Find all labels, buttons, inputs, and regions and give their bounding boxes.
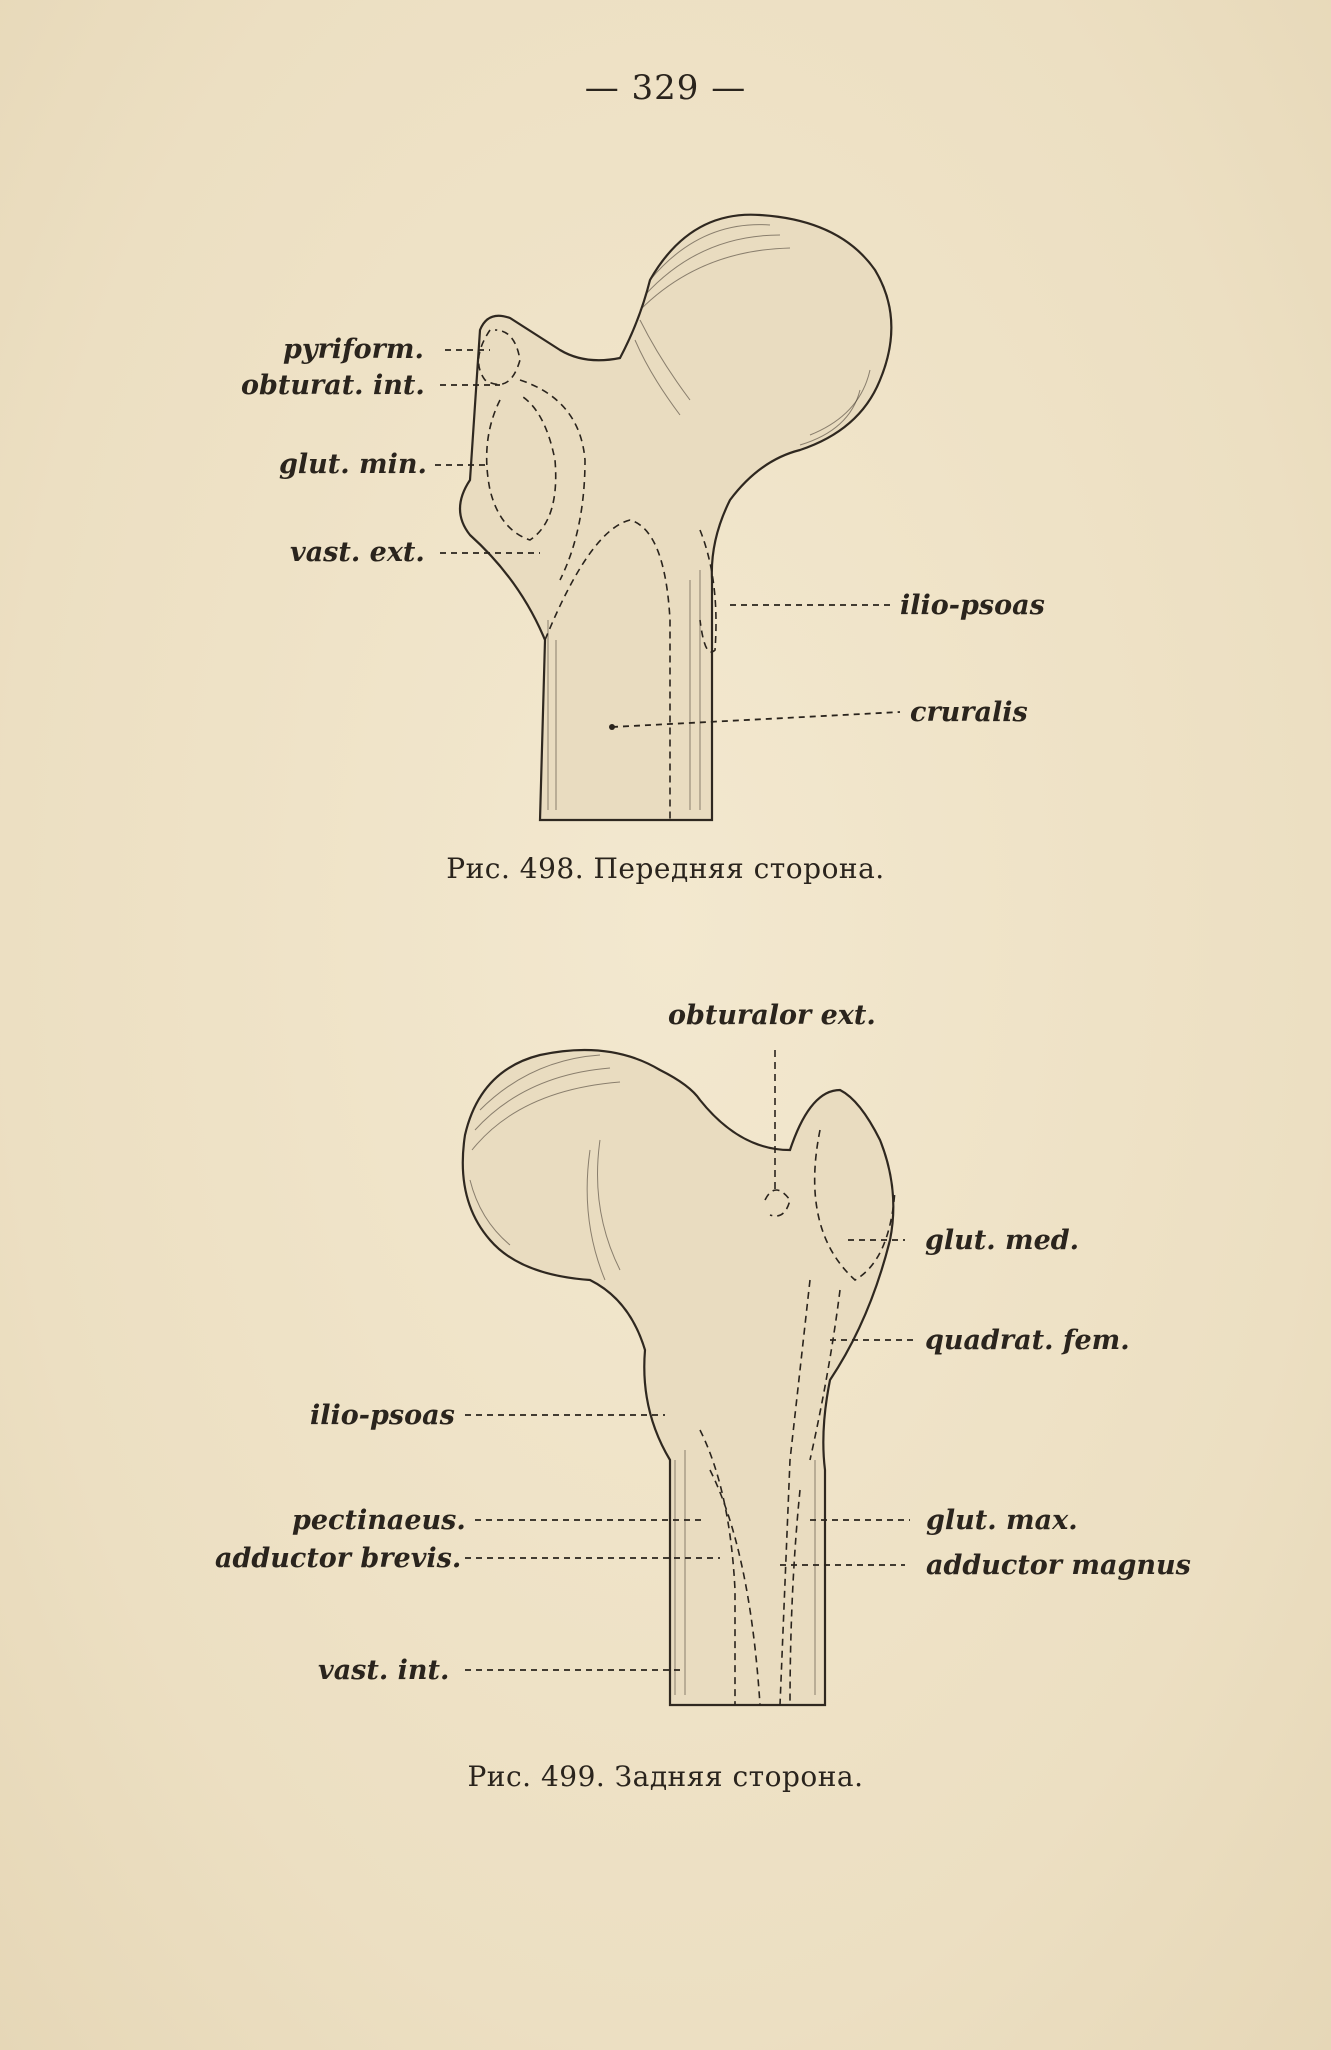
figure-498-caption: Рис. 498. Передняя сторона. [446,852,885,885]
label-obturat-int: obturat. int. [241,370,425,401]
label-quadrat-fem: quadrat. fem. [925,1325,1130,1356]
label-vast-ext: vast. ext. [290,537,425,568]
label-adductor-brevis: adductor brevis. [215,1543,462,1574]
page-number: — 329 — [584,68,747,108]
label-glut-max: glut. max. [926,1505,1078,1536]
femur-anterior-illustration [0,200,1331,920]
label-cruralis: cruralis [910,697,1028,728]
label-ilio-psoas-posterior: ilio-psoas [310,1400,455,1431]
label-glut-med: glut. med. [925,1225,1080,1256]
figure-499 [0,990,1331,1810]
label-ilio-psoas: ilio-psoas [900,590,1045,621]
label-adductor-magnus: adductor magnus [926,1550,1191,1581]
label-pectinaeus: pectinaeus. [292,1505,466,1536]
figure-499-caption: Рис. 499. Задняя сторона. [467,1760,864,1793]
label-glut-min: glut. min. [279,449,427,480]
figure-498 [0,200,1331,920]
label-pyriform: pyriform. [283,334,424,365]
femur-posterior-illustration [0,990,1331,1810]
label-vast-int: vast. int. [318,1655,450,1686]
label-obturator-ext: obturalor ext. [668,1000,876,1031]
